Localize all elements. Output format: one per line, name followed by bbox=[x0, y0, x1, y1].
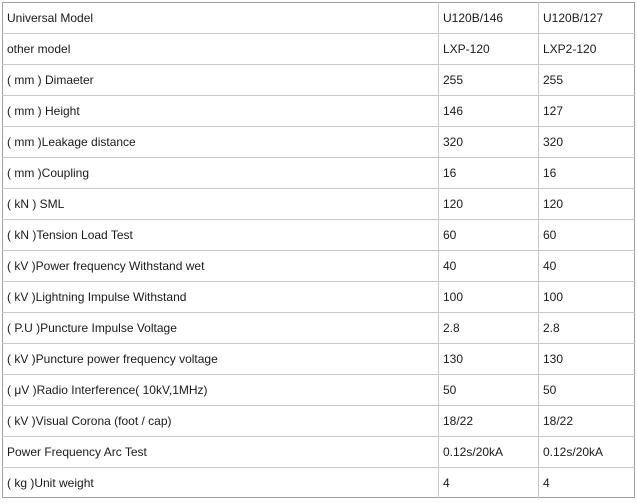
table-row bbox=[3, 344, 635, 375]
row-value: LXP2-120 bbox=[539, 34, 635, 65]
row-value: 127 bbox=[539, 96, 635, 127]
row-label: ( kg )Unit weight bbox=[3, 468, 439, 498]
row-value: 0.12s/20kA bbox=[539, 437, 635, 468]
row-label: ( kV )Lightning Impulse Withstand bbox=[3, 282, 439, 313]
row-label: ( mm )Coupling bbox=[3, 158, 439, 189]
row-label: other model bbox=[3, 34, 439, 65]
row-value: 16 bbox=[539, 158, 635, 189]
table-row bbox=[3, 220, 635, 251]
row-value: 146 bbox=[439, 96, 539, 127]
table-row bbox=[3, 375, 635, 406]
row-value: 2.8 bbox=[539, 313, 635, 344]
row-label: ( mm ) Height bbox=[3, 96, 439, 127]
row-value: 60 bbox=[439, 220, 539, 251]
row-value: 60 bbox=[539, 220, 635, 251]
row-value: 18/22 bbox=[439, 406, 539, 437]
row-value: 100 bbox=[539, 282, 635, 313]
row-value: 4 bbox=[539, 468, 635, 498]
row-value: 50 bbox=[439, 375, 539, 406]
row-value: 2.8 bbox=[439, 313, 539, 344]
table-row bbox=[3, 34, 635, 65]
header-cell-model-2: U120B/127 bbox=[539, 3, 635, 34]
table-row bbox=[3, 251, 635, 282]
row-label: ( mm ) Dimaeter bbox=[3, 65, 439, 96]
row-label: ( P.U )Puncture Impulse Voltage bbox=[3, 313, 439, 344]
row-value: 16 bbox=[439, 158, 539, 189]
table-row bbox=[3, 313, 635, 344]
row-value: 50 bbox=[539, 375, 635, 406]
row-value: 320 bbox=[539, 127, 635, 158]
specification-table bbox=[2, 2, 635, 498]
row-label: ( kN )Tension Load Test bbox=[3, 220, 439, 251]
table-row bbox=[3, 437, 635, 468]
table-row bbox=[3, 282, 635, 313]
table-header-row bbox=[3, 3, 635, 34]
row-label: Power Frequency Arc Test bbox=[3, 437, 439, 468]
row-value: 255 bbox=[439, 65, 539, 96]
row-value: 4 bbox=[439, 468, 539, 498]
row-value: 100 bbox=[439, 282, 539, 313]
row-label: ( kV )Power frequency Withstand wet bbox=[3, 251, 439, 282]
table-row bbox=[3, 96, 635, 127]
row-value: 255 bbox=[539, 65, 635, 96]
row-label: ( kV )Visual Corona (foot / cap) bbox=[3, 406, 439, 437]
row-value: 320 bbox=[439, 127, 539, 158]
table-row bbox=[3, 127, 635, 158]
row-value: 0.12s/20kA bbox=[439, 437, 539, 468]
row-value: 18/22 bbox=[539, 406, 635, 437]
table-row bbox=[3, 65, 635, 96]
header-cell-label: Universal Model bbox=[7, 11, 94, 25]
row-value: LXP-120 bbox=[439, 34, 539, 65]
table-row bbox=[3, 406, 635, 437]
row-value: 120 bbox=[439, 189, 539, 220]
row-label: ( mm )Leakage distance bbox=[3, 127, 439, 158]
table-row bbox=[3, 158, 635, 189]
row-value: 120 bbox=[539, 189, 635, 220]
header-cell-model-1: U120B/146 bbox=[439, 3, 539, 34]
table-row bbox=[3, 468, 635, 498]
row-value: 130 bbox=[539, 344, 635, 375]
row-value: 40 bbox=[439, 251, 539, 282]
row-label: ( kV )Puncture power frequency voltage bbox=[3, 344, 439, 375]
table-row bbox=[3, 189, 635, 220]
row-value: 130 bbox=[439, 344, 539, 375]
row-label: ( μV )Radio Interference( 10kV,1MHz) bbox=[3, 375, 439, 406]
row-label: ( kN ) SML bbox=[3, 189, 439, 220]
row-value: 40 bbox=[539, 251, 635, 282]
